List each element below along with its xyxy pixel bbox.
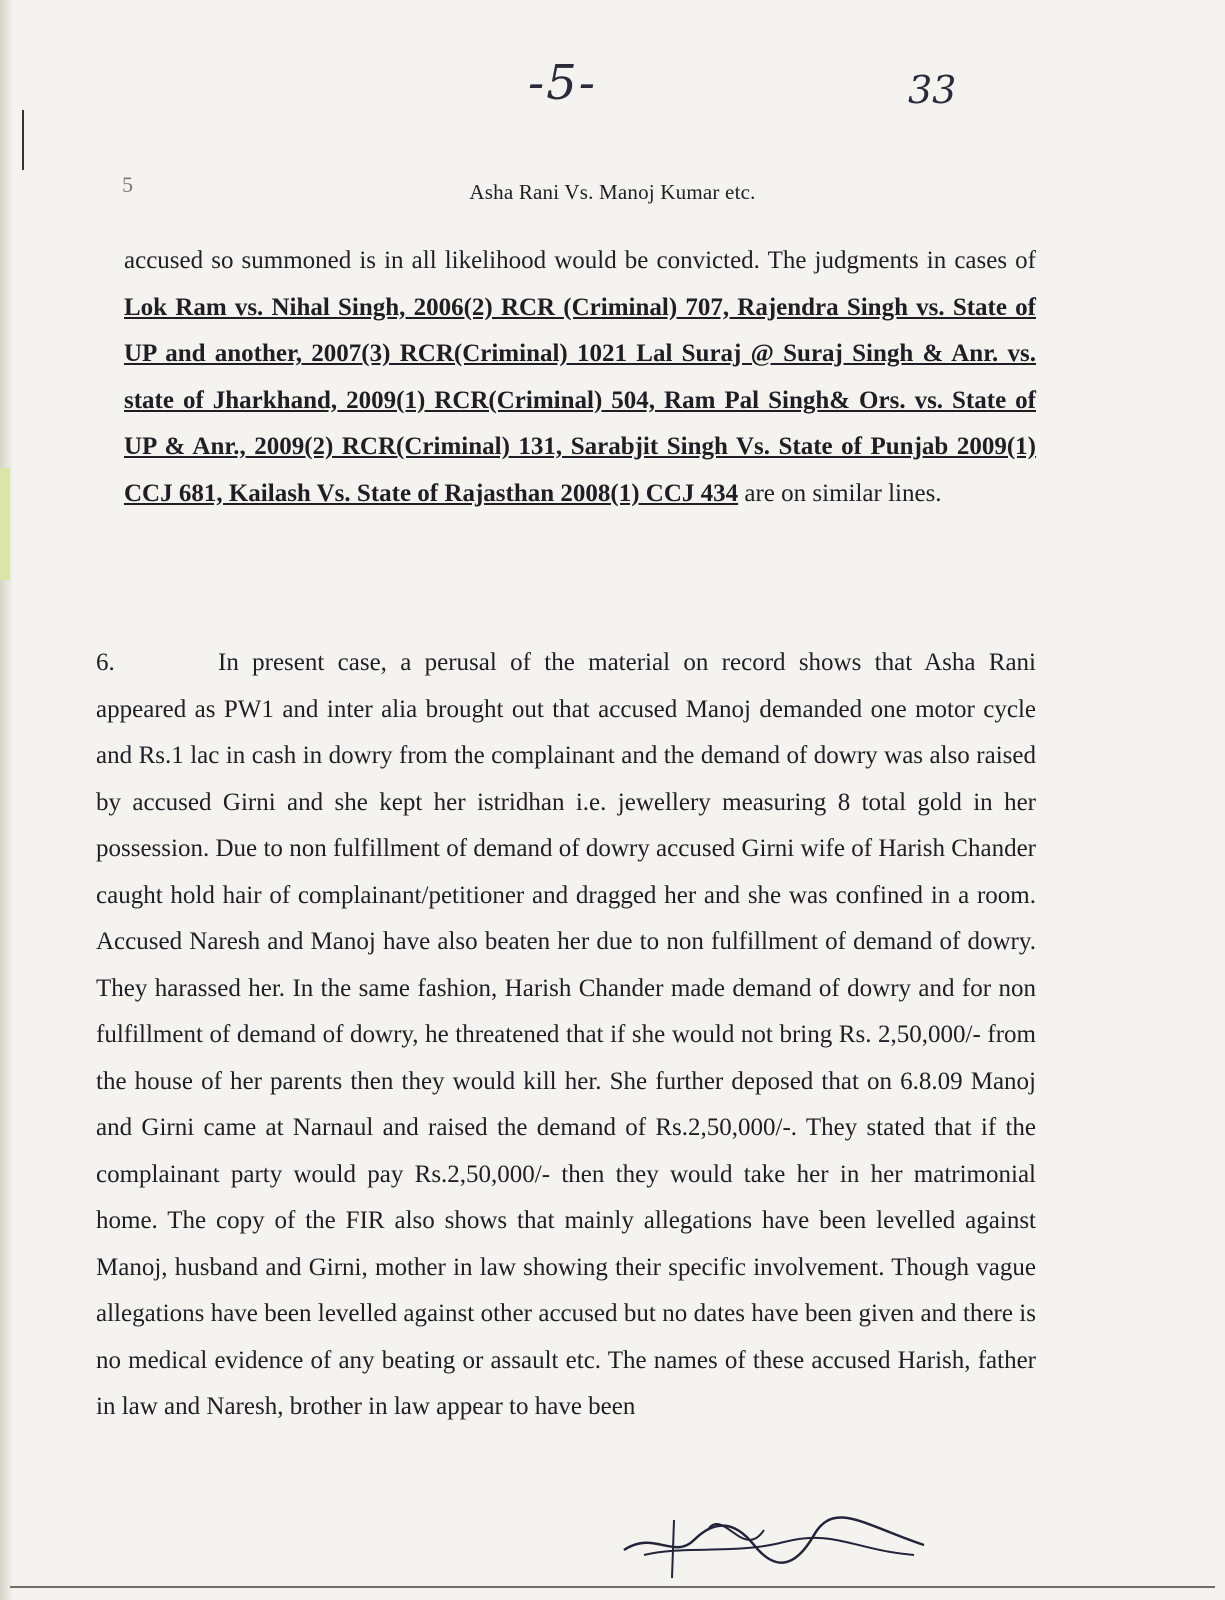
page-bottom-rule (10, 1586, 1215, 1588)
case-citations: Lok Ram vs. Nihal Singh, 2006(2) RCR (Criminal) 707, Rajendra Singh vs. State of UP and another, 2007(3) RCR(Criminal) 1021 Lal Suraj @ Suraj Singh & Anr. vs. state of Jharkhand, 2009(1) RCR(Criminal) 504, Ram Pal Singh& Ors. vs. State of UP & Anr., 2009(2) RCR(Criminal) 131, Sarabjit Singh Vs. State of Punjab 2009(1) CCJ 681, Kailash Vs. State of Rajasthan 2008(1) CCJ 434 (124, 293, 1036, 507)
paragraph-6-text: In present case, a perusal of the material on record shows that Asha Rani appeared as PW1 and inter alia brought out that accused Manoj demanded one motor cycle and Rs.1 lac in cash in dowry from the complainant and the demand of dowry was also raised by accused Girni and she kept her istridhan i.e. jewellery measuring 8 total gold in her possession. Due to non fulfillment of demand of dowry accused Girni wife of Harish Chander caught hold hair of complainant/petitioner and dragged her and she was confined in a room. Accused Naresh and Manoj have also beaten her due to non fulfillment of demand of dowry. They harassed her. In the same fashion, Harish Chander made demand of dowry and for non fulfillment of demand of dowry, he threatened that if she would not bring Rs. 2,50,000/- from the house of her parents then they would kill her. She further deposed that on 6.8.09 Manoj and Girni came at Narnaul and raised the demand of Rs.2,50,000/-. They stated that if the complainant party would pay Rs.2,50,000/- then they would take her in her matrimonial home. The copy of the FIR also shows that mainly allegations have been levelled against Manoj, husband and Girni, mother in law showing their specific involvement. Though vague allegations have been levelled against other accused but no dates have been given and there is no medical evidence of any beating or assault etc. The names of these accused Harish, father in law and Naresh, brother in law appear to have been (96, 649, 1036, 1420)
case-title-header: Asha Rani Vs. Manoj Kumar etc. (469, 180, 756, 204)
paragraph-6 (96, 640, 1036, 1431)
paragraph-5-lead-in: accused so summoned is in all likelihood would be convicted. The judgments in cases of (124, 247, 1036, 274)
paragraph-5-closing: are on similar lines. (738, 479, 942, 507)
scan-color-strip (0, 468, 10, 580)
handwritten-folio-number: 33 (908, 68, 957, 112)
binder-margin-line (22, 110, 24, 170)
paragraph-6-number: 6. (96, 649, 115, 676)
margin-page-mark: 5 (122, 172, 133, 197)
handwritten-signature (614, 1500, 934, 1580)
paragraph-5-continuation (124, 238, 1036, 517)
scan-edge-shadow (0, 0, 14, 1600)
handwritten-page-number: -5- (528, 55, 597, 111)
